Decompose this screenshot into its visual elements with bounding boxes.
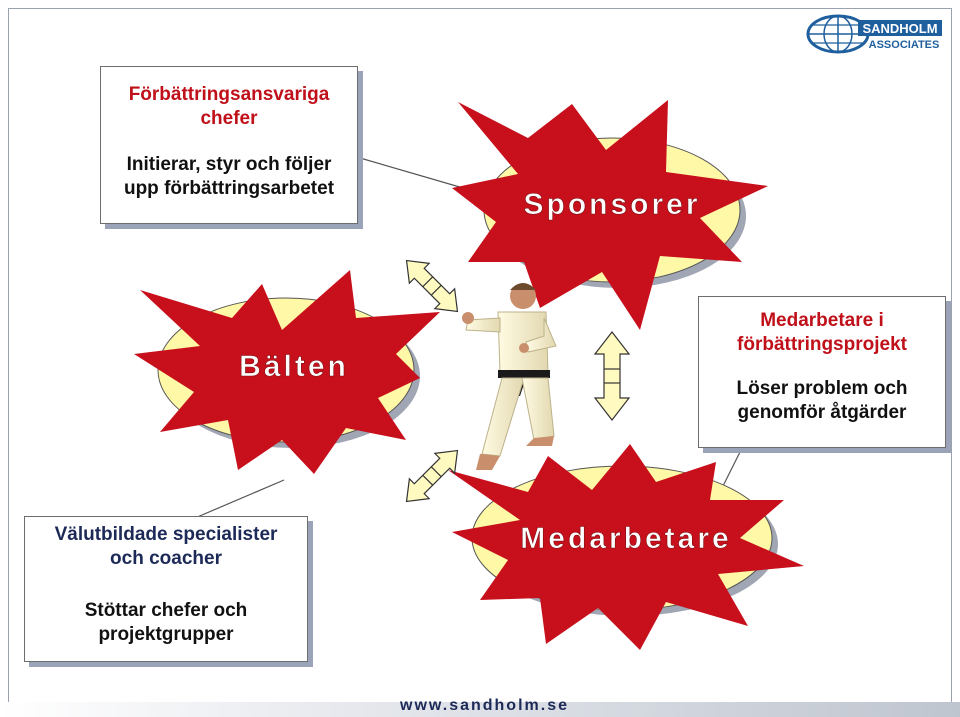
callout-sponsors — [100, 66, 358, 224]
callout-belts-title: Välutbildade specialister och coacher — [54, 524, 278, 569]
logo-name: SANDHOLM — [862, 21, 938, 36]
connector-sponsor — [360, 158, 470, 190]
callout-members-subtitle: Löser problem och genomför åtgärder — [736, 378, 908, 423]
callout-belts-subtitle: Stöttar chefer och projektgrupper — [84, 600, 248, 645]
callout-members-title: Medarbetare i förbättringsprojekt — [737, 310, 907, 355]
members-group — [448, 444, 804, 650]
belts-group — [134, 270, 440, 474]
double-arrow-icon — [397, 251, 468, 322]
burst-label-members: Medarbetare — [520, 522, 732, 555]
logo — [808, 16, 942, 52]
callout-sponsors-subtitle: Initierar, styr och följer upp förbättringsarbetet — [123, 154, 335, 199]
double-arrow-icon — [595, 332, 629, 420]
callout-belts — [24, 516, 308, 662]
burst-label-sponsor: Sponsorer — [523, 188, 701, 221]
footer-url: www.sandholm.se — [400, 697, 569, 714]
logo-subname: ASSOCIATES — [868, 39, 940, 51]
callout-members — [698, 296, 946, 448]
karate-figure-icon — [462, 283, 556, 470]
burst-label-belts: Bälten — [239, 350, 349, 383]
connector-belts — [195, 480, 284, 518]
callout-sponsors-title: Förbättringsansvariga chefer — [128, 84, 330, 129]
